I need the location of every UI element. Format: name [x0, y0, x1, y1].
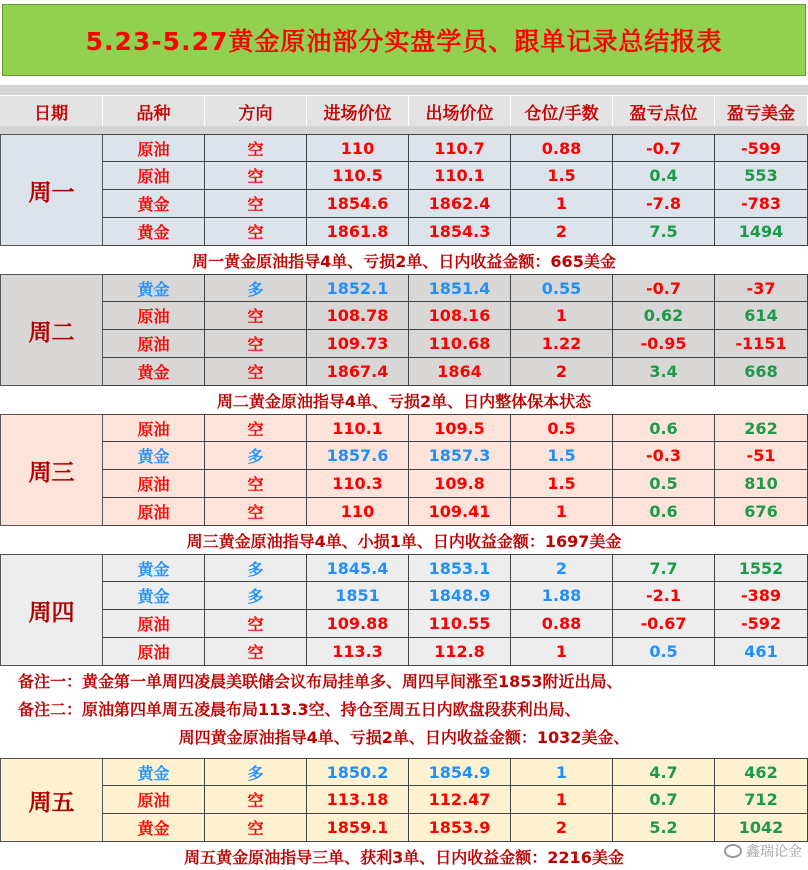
cell-entry: 1851: [307, 582, 409, 610]
cell-direction: 多: [205, 758, 307, 786]
cell-exit: 110.55: [409, 610, 511, 638]
cell-entry: 1857.6: [307, 442, 409, 470]
cell-direction: 空: [205, 134, 307, 162]
column-header: 进场价位: [307, 96, 409, 126]
cell-points: -2.1: [613, 582, 715, 610]
table-row: [103, 814, 808, 842]
table-row: [103, 302, 808, 330]
cell-points: 0.62: [613, 302, 715, 330]
cell-lots: 1.5: [511, 470, 613, 498]
cell-usd: 1552: [715, 554, 808, 582]
cell-direction: 空: [205, 814, 307, 842]
cell-product: 原油: [103, 162, 205, 190]
table-row: [103, 758, 808, 786]
cell-product: 原油: [103, 330, 205, 358]
cell-exit: 109.41: [409, 498, 511, 526]
cell-entry: 109.88: [307, 610, 409, 638]
column-header: 日期: [0, 96, 103, 126]
cell-product: 黄金: [103, 442, 205, 470]
cell-points: 0.6: [613, 414, 715, 442]
cell-points: -0.95: [613, 330, 715, 358]
day-section: [0, 134, 808, 246]
table-row: [103, 638, 808, 666]
cell-lots: 1.22: [511, 330, 613, 358]
table-row: [103, 786, 808, 814]
cell-direction: 空: [205, 498, 307, 526]
cell-usd: -599: [715, 134, 808, 162]
column-header: 方向: [205, 96, 307, 126]
cell-points: 0.6: [613, 498, 715, 526]
cell-entry: 1861.8: [307, 218, 409, 246]
cell-usd: -783: [715, 190, 808, 218]
cell-usd: 712: [715, 786, 808, 814]
remark-line: 备注一：黄金第一单周四凌晨美联储会议布局挂单多、周四早间涨至1853附近出局、: [0, 666, 808, 694]
cell-product: 黄金: [103, 554, 205, 582]
divider-band: [0, 126, 808, 134]
cell-lots: 1.88: [511, 582, 613, 610]
day-label: 周二: [0, 274, 103, 386]
cell-product: 原油: [103, 302, 205, 330]
cell-usd: 1494: [715, 218, 808, 246]
cell-usd: 553: [715, 162, 808, 190]
cell-lots: 2: [511, 358, 613, 386]
table-row: [103, 442, 808, 470]
cell-entry: 109.73: [307, 330, 409, 358]
cell-entry: 1845.4: [307, 554, 409, 582]
day-section: [0, 554, 808, 666]
cell-exit: 1848.9: [409, 582, 511, 610]
day-summary: 周二黄金原油指导4单、亏损2单、日内整体保本状态: [0, 386, 808, 414]
cell-product: 原油: [103, 786, 205, 814]
day-label: 周三: [0, 414, 103, 526]
cell-usd: 810: [715, 470, 808, 498]
cell-lots: 1.5: [511, 162, 613, 190]
table-row: [103, 274, 808, 302]
cell-points: -7.8: [613, 190, 715, 218]
cell-entry: 110: [307, 498, 409, 526]
cell-product: 黄金: [103, 190, 205, 218]
cell-usd: 462: [715, 758, 808, 786]
cell-exit: 110.68: [409, 330, 511, 358]
cell-direction: 多: [205, 442, 307, 470]
day-summary: 周四黄金原油指导4单、亏损2单、日内收益金额：1032美金、: [0, 722, 808, 750]
column-header: 盈亏点位: [613, 96, 715, 126]
cell-points: 0.7: [613, 786, 715, 814]
cell-lots: 0.55: [511, 274, 613, 302]
cell-direction: 空: [205, 470, 307, 498]
cell-product: 黄金: [103, 582, 205, 610]
table-row: [103, 190, 808, 218]
column-header-row: [0, 96, 808, 126]
day-section: [0, 274, 808, 386]
cell-points: 7.7: [613, 554, 715, 582]
day-section: [0, 758, 808, 842]
cell-product: 原油: [103, 414, 205, 442]
cell-exit: 1857.3: [409, 442, 511, 470]
cell-entry: 110.1: [307, 414, 409, 442]
day-section: [0, 414, 808, 526]
cell-usd: -389: [715, 582, 808, 610]
day-label: 周五: [0, 758, 103, 842]
cell-usd: -51: [715, 442, 808, 470]
cell-exit: 1854.9: [409, 758, 511, 786]
cell-entry: 1850.2: [307, 758, 409, 786]
cell-points: 0.4: [613, 162, 715, 190]
watermark-text: 鑫瑞论金: [746, 844, 802, 860]
cell-product: 黄金: [103, 218, 205, 246]
table-row: [103, 218, 808, 246]
cell-entry: 113.3: [307, 638, 409, 666]
cell-exit: 1864: [409, 358, 511, 386]
cell-entry: 110.5: [307, 162, 409, 190]
column-header: 出场价位: [409, 96, 511, 126]
cell-product: 原油: [103, 134, 205, 162]
cell-entry: 1852.1: [307, 274, 409, 302]
cell-direction: 多: [205, 274, 307, 302]
cell-exit: 112.8: [409, 638, 511, 666]
cell-lots: 2: [511, 218, 613, 246]
cell-lots: 0.88: [511, 610, 613, 638]
table-row: [103, 162, 808, 190]
table-row: [103, 414, 808, 442]
table-row: [103, 330, 808, 358]
cell-direction: 空: [205, 638, 307, 666]
table-row: [103, 554, 808, 582]
cell-entry: 108.78: [307, 302, 409, 330]
cell-points: 0.5: [613, 638, 715, 666]
cell-exit: 1851.4: [409, 274, 511, 302]
cell-product: 黄金: [103, 814, 205, 842]
cell-entry: 1867.4: [307, 358, 409, 386]
table-row: [103, 582, 808, 610]
cell-points: 0.5: [613, 470, 715, 498]
day-summary: 周三黄金原油指导4单、小损1单、日内收益金额：1697美金: [0, 526, 808, 554]
cell-lots: 0.88: [511, 134, 613, 162]
cell-direction: 空: [205, 330, 307, 358]
cell-lots: 1: [511, 638, 613, 666]
column-header: 盈亏美金: [715, 96, 808, 126]
cell-entry: 1859.1: [307, 814, 409, 842]
table-row: [103, 498, 808, 526]
watermark: [724, 841, 802, 861]
cell-usd: 262: [715, 414, 808, 442]
cell-points: -0.7: [613, 274, 715, 302]
cell-exit: 109.8: [409, 470, 511, 498]
table-row: [103, 134, 808, 162]
cell-exit: 1853.1: [409, 554, 511, 582]
remark-line: 备注二：原油第四单周五凌晨布局113.3空、持仓至周五日内欧盘段获利出局、: [0, 694, 808, 722]
cell-product: 黄金: [103, 758, 205, 786]
cell-lots: 1: [511, 786, 613, 814]
cell-direction: 空: [205, 786, 307, 814]
cell-exit: 110.1: [409, 162, 511, 190]
page-title: 5.23-5.27黄金原油部分实盘学员、跟单记录总结报表: [2, 4, 806, 76]
cell-exit: 1854.3: [409, 218, 511, 246]
cell-exit: 110.7: [409, 134, 511, 162]
cell-lots: 0.5: [511, 414, 613, 442]
cell-direction: 空: [205, 358, 307, 386]
column-header: 品种: [103, 96, 205, 126]
cell-product: 原油: [103, 638, 205, 666]
cell-product: 黄金: [103, 358, 205, 386]
cell-usd: 668: [715, 358, 808, 386]
cell-direction: 空: [205, 302, 307, 330]
cell-entry: 1854.6: [307, 190, 409, 218]
table-row: [103, 358, 808, 386]
weibo-logo-icon: [724, 844, 742, 858]
cell-direction: 空: [205, 610, 307, 638]
cell-points: 5.2: [613, 814, 715, 842]
cell-exit: 112.47: [409, 786, 511, 814]
day-summary: 周五黄金原油指导三单、获利3单、日内收益金额：2216美金: [0, 842, 808, 870]
day-label: 周一: [0, 134, 103, 246]
cell-lots: 2: [511, 814, 613, 842]
cell-product: 原油: [103, 610, 205, 638]
cell-usd: 461: [715, 638, 808, 666]
cell-exit: 108.16: [409, 302, 511, 330]
cell-direction: 多: [205, 554, 307, 582]
cell-product: 原油: [103, 498, 205, 526]
cell-direction: 空: [205, 190, 307, 218]
cell-exit: 1853.9: [409, 814, 511, 842]
cell-direction: 空: [205, 218, 307, 246]
divider-band: [0, 85, 808, 95]
cell-product: 黄金: [103, 274, 205, 302]
cell-points: 3.4: [613, 358, 715, 386]
cell-exit: 109.5: [409, 414, 511, 442]
cell-points: 7.5: [613, 218, 715, 246]
column-header: 仓位/手数: [511, 96, 613, 126]
cell-points: -0.67: [613, 610, 715, 638]
table-row: [103, 470, 808, 498]
cell-entry: 110: [307, 134, 409, 162]
day-label: 周四: [0, 554, 103, 666]
cell-exit: 1862.4: [409, 190, 511, 218]
cell-product: 原油: [103, 470, 205, 498]
cell-entry: 110.3: [307, 470, 409, 498]
cell-direction: 多: [205, 582, 307, 610]
cell-lots: 1: [511, 190, 613, 218]
cell-usd: 676: [715, 498, 808, 526]
cell-points: 4.7: [613, 758, 715, 786]
cell-points: -0.3: [613, 442, 715, 470]
cell-lots: 1: [511, 758, 613, 786]
cell-lots: 1.5: [511, 442, 613, 470]
cell-lots: 1: [511, 498, 613, 526]
cell-usd: 1042: [715, 814, 808, 842]
cell-entry: 113.18: [307, 786, 409, 814]
cell-usd: -1151: [715, 330, 808, 358]
table-row: [103, 610, 808, 638]
day-summary: 周一黄金原油指导4单、亏损2单、日内收益金额：665美金: [0, 246, 808, 274]
cell-usd: -37: [715, 274, 808, 302]
cell-lots: 1: [511, 302, 613, 330]
cell-direction: 空: [205, 162, 307, 190]
cell-direction: 空: [205, 414, 307, 442]
cell-usd: 614: [715, 302, 808, 330]
cell-usd: -592: [715, 610, 808, 638]
cell-points: -0.7: [613, 134, 715, 162]
cell-lots: 2: [511, 554, 613, 582]
